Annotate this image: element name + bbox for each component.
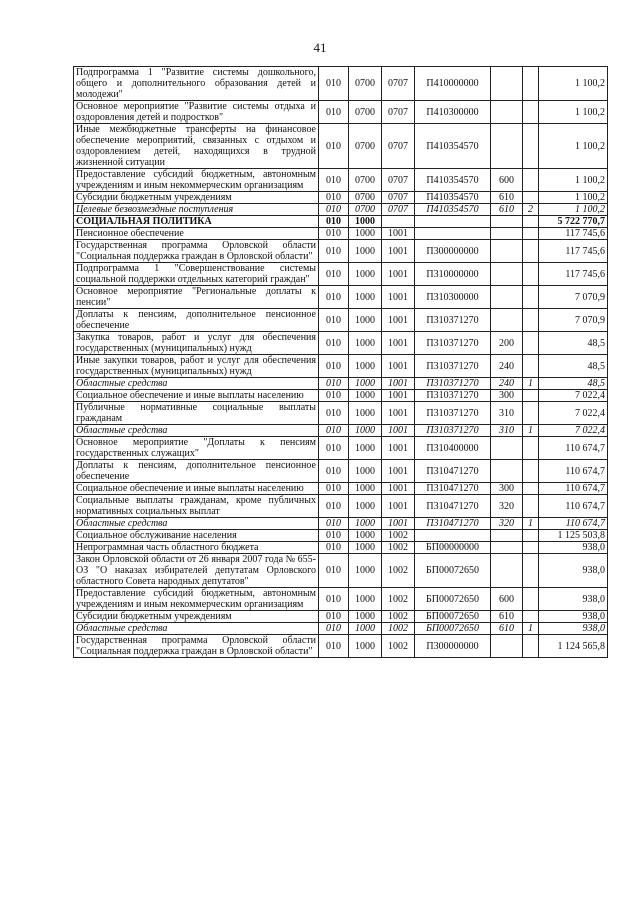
row-section-code: 1000: [349, 378, 382, 390]
row-subsection-code: 0707: [382, 192, 415, 204]
row-target-article-code: П410000000: [415, 67, 491, 101]
row-subsection-code: 1001: [382, 309, 415, 332]
table-row: [74, 192, 608, 204]
table-row: [74, 588, 608, 611]
row-subsection-code: 1001: [382, 240, 415, 263]
row-name: Социальное обеспечение и иные выплаты населению: [74, 483, 319, 495]
row-expense-type-code: [491, 309, 523, 332]
row-section-code: 1000: [349, 286, 382, 309]
row-section-code: 1000: [349, 240, 382, 263]
table-row: [74, 263, 608, 286]
row-subsection-code: 1002: [382, 623, 415, 635]
row-name: Областные средства: [74, 378, 319, 390]
row-funding-source-code: 1: [523, 518, 539, 530]
row-funding-source-code: [523, 192, 539, 204]
table-row: [74, 240, 608, 263]
row-section-code: 0700: [349, 101, 382, 124]
row-amount: 110 674,7: [539, 518, 608, 530]
row-target-article-code: П310000000: [415, 263, 491, 286]
row-department-code: 010: [319, 332, 349, 355]
table-row: [74, 635, 608, 658]
budget-table: [73, 66, 608, 658]
row-expense-type-code: [491, 437, 523, 460]
row-subsection-code: 1002: [382, 542, 415, 554]
row-expense-type-code: [491, 635, 523, 658]
row-department-code: 010: [319, 635, 349, 658]
row-expense-type-code: 300: [491, 483, 523, 495]
row-department-code: 010: [319, 542, 349, 554]
row-target-article-code: П300000000: [415, 635, 491, 658]
table-row: [74, 309, 608, 332]
row-expense-type-code: 310: [491, 402, 523, 425]
row-subsection-code: 0707: [382, 67, 415, 101]
row-section-code: 1000: [349, 588, 382, 611]
row-department-code: 010: [319, 378, 349, 390]
row-target-article-code: П410354570: [415, 204, 491, 216]
table-row: [74, 378, 608, 390]
row-name: Предоставление субсидий бюджетным, автономным учреждениям и иным некоммерческим организациям: [74, 169, 319, 192]
row-amount: 1 124 565,8: [539, 635, 608, 658]
row-target-article-code: [415, 530, 491, 542]
row-subsection-code: 1001: [382, 332, 415, 355]
row-section-code: 0700: [349, 169, 382, 192]
row-target-article-code: П410354570: [415, 124, 491, 169]
row-funding-source-code: [523, 460, 539, 483]
row-amount: 117 745,6: [539, 263, 608, 286]
row-subsection-code: 1001: [382, 518, 415, 530]
row-section-code: 0700: [349, 124, 382, 169]
row-target-article-code: П310471270: [415, 460, 491, 483]
row-funding-source-code: [523, 530, 539, 542]
row-subsection-code: 1001: [382, 483, 415, 495]
row-amount: 938,0: [539, 542, 608, 554]
row-expense-type-code: 200: [491, 332, 523, 355]
row-section-code: 1000: [349, 309, 382, 332]
row-subsection-code: 1002: [382, 611, 415, 623]
row-section-code: 1000: [349, 518, 382, 530]
row-target-article-code: БП00072650: [415, 611, 491, 623]
row-department-code: 010: [319, 124, 349, 169]
row-department-code: 010: [319, 530, 349, 542]
row-department-code: 010: [319, 263, 349, 286]
row-section-code: 1000: [349, 460, 382, 483]
table-row: [74, 623, 608, 635]
row-section-code: 1000: [349, 332, 382, 355]
row-target-article-code: П310471270: [415, 518, 491, 530]
row-section-code: 1000: [349, 542, 382, 554]
table-row: [74, 332, 608, 355]
row-target-article-code: П310371270: [415, 390, 491, 402]
row-funding-source-code: [523, 542, 539, 554]
row-expense-type-code: [491, 124, 523, 169]
row-subsection-code: 1001: [382, 263, 415, 286]
row-expense-type-code: [491, 542, 523, 554]
row-funding-source-code: [523, 240, 539, 263]
row-subsection-code: 1001: [382, 286, 415, 309]
row-subsection-code: 1001: [382, 378, 415, 390]
row-funding-source-code: [523, 588, 539, 611]
row-department-code: 010: [319, 554, 349, 588]
row-name: Подпрограмма 1 "Развитие системы дошкольного, общего и дополнительного образования детей и молодежи": [74, 67, 319, 101]
table-row: [74, 425, 608, 437]
row-department-code: 010: [319, 623, 349, 635]
budget-table-body: [74, 67, 608, 658]
row-funding-source-code: [523, 286, 539, 309]
table-row: [74, 101, 608, 124]
table-row: [74, 518, 608, 530]
row-amount: 7 022,4: [539, 402, 608, 425]
row-expense-type-code: [491, 460, 523, 483]
row-name: Целевые безвозмездные поступления: [74, 204, 319, 216]
row-amount: 117 745,6: [539, 240, 608, 263]
row-section-code: 0700: [349, 67, 382, 101]
row-name: Доплаты к пенсиям, дополнительное пенсионное обеспечение: [74, 309, 319, 332]
row-expense-type-code: [491, 554, 523, 588]
row-department-code: 010: [319, 309, 349, 332]
page-number: 41: [313, 40, 327, 55]
table-row: [74, 495, 608, 518]
row-funding-source-code: [523, 216, 539, 228]
row-target-article-code: П410354570: [415, 192, 491, 204]
row-name: Закупка товаров, работ и услуг для обеспечения государственных (муниципальных) нужд: [74, 332, 319, 355]
row-expense-type-code: 600: [491, 169, 523, 192]
row-amount: 1 125 503,8: [539, 530, 608, 542]
row-department-code: 010: [319, 169, 349, 192]
row-expense-type-code: 240: [491, 355, 523, 378]
row-expense-type-code: 320: [491, 495, 523, 518]
table-row: [74, 437, 608, 460]
row-target-article-code: П300000000: [415, 240, 491, 263]
table-row: [74, 530, 608, 542]
table-row: [74, 228, 608, 240]
row-name: Субсидии бюджетным учреждениям: [74, 192, 319, 204]
row-target-article-code: П310471270: [415, 495, 491, 518]
row-subsection-code: 1001: [382, 390, 415, 402]
row-section-code: 0700: [349, 192, 382, 204]
row-subsection-code: 1002: [382, 530, 415, 542]
row-amount: 1 100,2: [539, 101, 608, 124]
row-amount: 938,0: [539, 588, 608, 611]
table-row: [74, 124, 608, 169]
row-funding-source-code: [523, 309, 539, 332]
row-amount: 1 100,2: [539, 192, 608, 204]
row-expense-type-code: 610: [491, 623, 523, 635]
row-department-code: 010: [319, 390, 349, 402]
row-section-code: 1000: [349, 611, 382, 623]
row-department-code: 010: [319, 228, 349, 240]
row-department-code: 010: [319, 67, 349, 101]
row-amount: 48,5: [539, 332, 608, 355]
row-amount: 1 100,2: [539, 169, 608, 192]
row-amount: 117 745,6: [539, 228, 608, 240]
row-name: Областные средства: [74, 518, 319, 530]
row-department-code: 010: [319, 355, 349, 378]
row-name: Закон Орловской области от 26 января 2007 года № 655-ОЗ "О наказах избирателей депутатам Орловского областного Совета народных депутатов": [74, 554, 319, 588]
row-amount: 1 100,2: [539, 204, 608, 216]
row-expense-type-code: [491, 228, 523, 240]
row-section-code: 1000: [349, 530, 382, 542]
row-section-code: 1000: [349, 495, 382, 518]
row-expense-type-code: [491, 263, 523, 286]
row-funding-source-code: [523, 554, 539, 588]
row-subsection-code: 0707: [382, 101, 415, 124]
row-department-code: 010: [319, 425, 349, 437]
row-department-code: 010: [319, 216, 349, 228]
row-amount: 7 022,4: [539, 425, 608, 437]
table-row: [74, 169, 608, 192]
row-name: Социальное обслуживание населения: [74, 530, 319, 542]
row-subsection-code: 1001: [382, 425, 415, 437]
row-section-code: 1000: [349, 228, 382, 240]
row-amount: 7 022,4: [539, 390, 608, 402]
row-section-code: 1000: [349, 554, 382, 588]
row-funding-source-code: [523, 390, 539, 402]
row-target-article-code: П310371270: [415, 378, 491, 390]
table-row: [74, 542, 608, 554]
row-expense-type-code: 320: [491, 518, 523, 530]
row-amount: 48,5: [539, 355, 608, 378]
row-name: Областные средства: [74, 425, 319, 437]
row-name: Публичные нормативные социальные выплаты гражданам: [74, 402, 319, 425]
row-funding-source-code: 1: [523, 623, 539, 635]
row-funding-source-code: [523, 437, 539, 460]
row-name: Субсидии бюджетным учреждениям: [74, 611, 319, 623]
row-funding-source-code: [523, 228, 539, 240]
row-amount: 110 674,7: [539, 495, 608, 518]
row-subsection-code: 0707: [382, 124, 415, 169]
row-target-article-code: П410354570: [415, 169, 491, 192]
row-subsection-code: 1002: [382, 588, 415, 611]
row-target-article-code: П410300000: [415, 101, 491, 124]
row-subsection-code: 1001: [382, 355, 415, 378]
table-row: [74, 286, 608, 309]
row-amount: 1 100,2: [539, 124, 608, 169]
row-section-code: 1000: [349, 623, 382, 635]
row-department-code: 010: [319, 286, 349, 309]
row-name: Областные средства: [74, 623, 319, 635]
table-row: [74, 216, 608, 228]
row-target-article-code: П310471270: [415, 483, 491, 495]
row-target-article-code: П310371270: [415, 332, 491, 355]
row-amount: 1 100,2: [539, 67, 608, 101]
table-row: [74, 554, 608, 588]
row-name: Государственная программа Орловской области "Социальная поддержка граждан в Орловской области": [74, 240, 319, 263]
row-expense-type-code: [491, 286, 523, 309]
row-amount: 110 674,7: [539, 437, 608, 460]
row-name: Пенсионное обеспечение: [74, 228, 319, 240]
row-target-article-code: [415, 228, 491, 240]
row-name: Непрограммная часть областного бюджета: [74, 542, 319, 554]
row-target-article-code: БП00072650: [415, 623, 491, 635]
row-department-code: 010: [319, 204, 349, 216]
row-section-code: 1000: [349, 425, 382, 437]
table-row: [74, 402, 608, 425]
row-name: Государственная программа Орловской области "Социальная поддержка граждан в Орловской области": [74, 635, 319, 658]
row-section-code: 1000: [349, 216, 382, 228]
row-section-code: 0700: [349, 204, 382, 216]
row-funding-source-code: [523, 263, 539, 286]
row-section-code: 1000: [349, 263, 382, 286]
table-row: [74, 67, 608, 101]
row-subsection-code: [382, 216, 415, 228]
row-funding-source-code: [523, 402, 539, 425]
table-row: [74, 611, 608, 623]
row-expense-type-code: [491, 216, 523, 228]
row-name: Иные межбюджетные трансферты на финансовое обеспечение мероприятий, связанных с отдыхом и оздоровлением детей, находящихся в трудной жизненной ситуации: [74, 124, 319, 169]
row-target-article-code: БП00072650: [415, 554, 491, 588]
row-name: Социальное обеспечение и иные выплаты населению: [74, 390, 319, 402]
row-section-code: 1000: [349, 402, 382, 425]
row-section-code: 1000: [349, 483, 382, 495]
row-subsection-code: 0707: [382, 204, 415, 216]
row-funding-source-code: [523, 611, 539, 623]
row-funding-source-code: 1: [523, 425, 539, 437]
row-department-code: 010: [319, 495, 349, 518]
row-department-code: 010: [319, 402, 349, 425]
row-target-article-code: П310371270: [415, 355, 491, 378]
row-funding-source-code: [523, 495, 539, 518]
row-funding-source-code: [523, 332, 539, 355]
table-row: [74, 355, 608, 378]
row-section-code: 1000: [349, 437, 382, 460]
row-expense-type-code: 610: [491, 192, 523, 204]
row-name: Подпрограмма 1 "Совершенствование системы социальной поддержки отдельных категорий граждан": [74, 263, 319, 286]
row-amount: 938,0: [539, 611, 608, 623]
row-expense-type-code: 300: [491, 390, 523, 402]
row-funding-source-code: 2: [523, 204, 539, 216]
row-subsection-code: 1002: [382, 554, 415, 588]
row-subsection-code: 0707: [382, 169, 415, 192]
row-funding-source-code: [523, 169, 539, 192]
row-target-article-code: П310371270: [415, 402, 491, 425]
row-expense-type-code: [491, 101, 523, 124]
row-target-article-code: П310400000: [415, 437, 491, 460]
row-department-code: 010: [319, 101, 349, 124]
row-section-code: 1000: [349, 635, 382, 658]
row-target-article-code: П310371270: [415, 425, 491, 437]
row-amount: 938,0: [539, 554, 608, 588]
row-funding-source-code: [523, 101, 539, 124]
row-department-code: 010: [319, 588, 349, 611]
row-target-article-code: БП00000000: [415, 542, 491, 554]
table-row: [74, 390, 608, 402]
table-row: [74, 204, 608, 216]
row-funding-source-code: [523, 635, 539, 658]
row-amount: 110 674,7: [539, 460, 608, 483]
row-amount: 110 674,7: [539, 483, 608, 495]
row-amount: 48,5: [539, 378, 608, 390]
row-department-code: 010: [319, 240, 349, 263]
row-department-code: 010: [319, 460, 349, 483]
row-target-article-code: П310371270: [415, 309, 491, 332]
row-subsection-code: 1001: [382, 437, 415, 460]
row-target-article-code: [415, 216, 491, 228]
row-subsection-code: 1001: [382, 402, 415, 425]
row-funding-source-code: [523, 483, 539, 495]
row-name: СОЦИАЛЬНАЯ ПОЛИТИКА: [74, 216, 319, 228]
row-name: Основное мероприятие "Доплаты к пенсиям государственных служащих": [74, 437, 319, 460]
row-name: Социальные выплаты гражданам, кроме публичных нормативных социальных выплат: [74, 495, 319, 518]
row-expense-type-code: 600: [491, 588, 523, 611]
row-subsection-code: 1001: [382, 495, 415, 518]
row-section-code: 1000: [349, 355, 382, 378]
row-name: Иные закупки товаров, работ и услуг для обеспечения государственных (муниципальных) нужд: [74, 355, 319, 378]
row-target-article-code: БП00072650: [415, 588, 491, 611]
row-subsection-code: 1002: [382, 635, 415, 658]
row-funding-source-code: [523, 67, 539, 101]
row-expense-type-code: [491, 240, 523, 263]
row-department-code: 010: [319, 611, 349, 623]
row-amount: 7 070,9: [539, 286, 608, 309]
row-amount: 938,0: [539, 623, 608, 635]
row-subsection-code: 1001: [382, 460, 415, 483]
row-section-code: 1000: [349, 390, 382, 402]
table-row: [74, 460, 608, 483]
row-name: Предоставление субсидий бюджетным, автономным учреждениям и иным некоммерческим организациям: [74, 588, 319, 611]
table-row: [74, 483, 608, 495]
row-expense-type-code: 240: [491, 378, 523, 390]
row-department-code: 010: [319, 483, 349, 495]
row-target-article-code: П310300000: [415, 286, 491, 309]
row-department-code: 010: [319, 518, 349, 530]
row-expense-type-code: [491, 530, 523, 542]
row-expense-type-code: 610: [491, 204, 523, 216]
row-funding-source-code: [523, 124, 539, 169]
row-expense-type-code: 310: [491, 425, 523, 437]
row-department-code: 010: [319, 437, 349, 460]
row-name: Доплаты к пенсиям, дополнительное пенсионное обеспечение: [74, 460, 319, 483]
row-name: Основное мероприятие "Региональные доплаты к пенсии": [74, 286, 319, 309]
row-funding-source-code: [523, 355, 539, 378]
row-expense-type-code: [491, 67, 523, 101]
row-amount: 5 722 770,7: [539, 216, 608, 228]
row-funding-source-code: 1: [523, 378, 539, 390]
row-name: Основное мероприятие "Развитие системы отдыха и оздоровления детей и подростков": [74, 101, 319, 124]
row-subsection-code: 1001: [382, 228, 415, 240]
row-department-code: 010: [319, 192, 349, 204]
row-amount: 7 070,9: [539, 309, 608, 332]
row-expense-type-code: 610: [491, 611, 523, 623]
